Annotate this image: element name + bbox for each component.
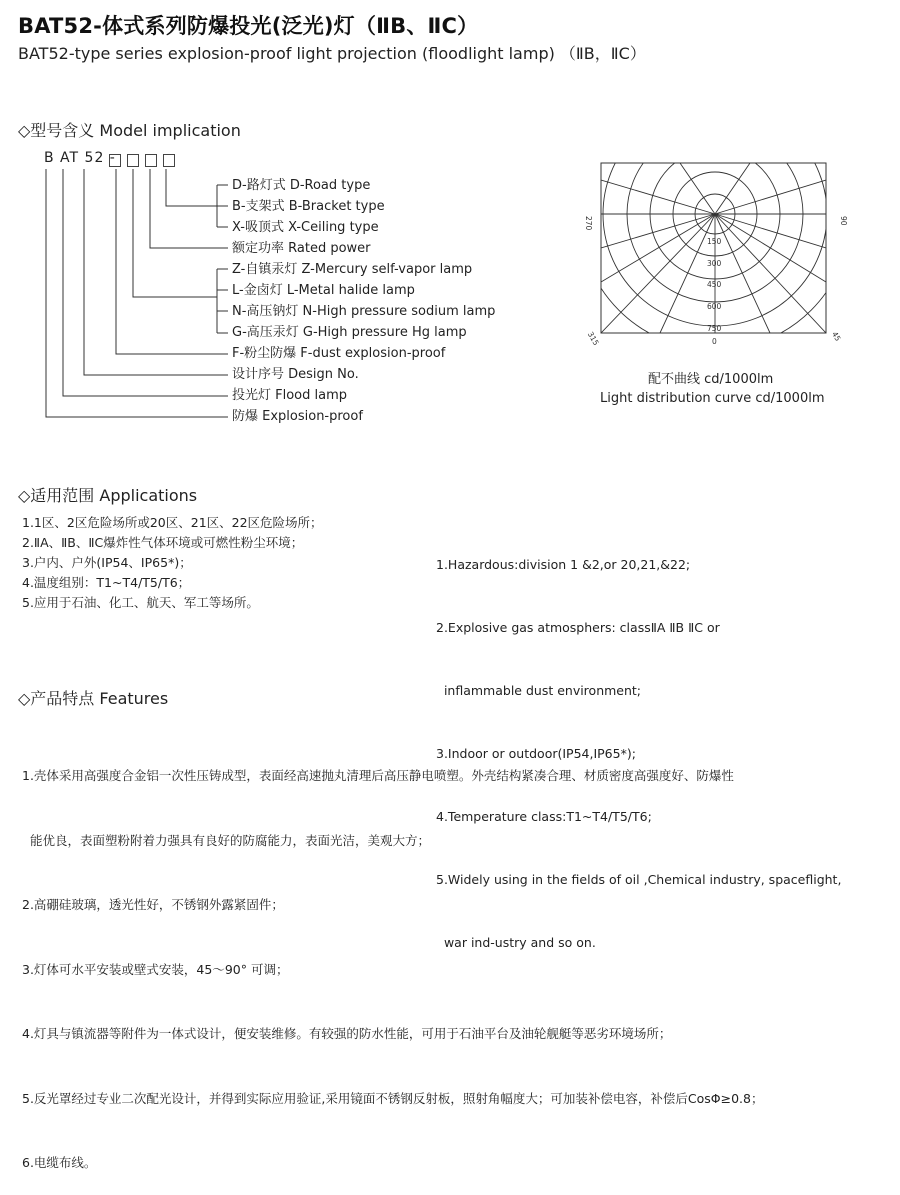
applications-cn-list xyxy=(22,513,323,613)
feature-item: 1.壳体采用高强度合金铝一次性压铸成型，表面经高速抛丸清理后高压静电喷塑。外壳结构紧凑合理、材质密度高强度好、防爆性 xyxy=(22,768,734,783)
applications-heading: ◇适用范围 Applications xyxy=(18,486,198,505)
app-en-item: 1.Hazardous:division 1 &2,or 20,21,&22; xyxy=(436,557,691,572)
model-label-z: Z-自镇汞灯 Z-Mercury self-vapor lamp xyxy=(232,262,473,277)
radial-label-600: 600 xyxy=(707,302,722,311)
model-label-l: L-金卤灯 L-Metal halide lamp xyxy=(232,283,415,298)
app-cn-item: 4.温度组别：T1~T4/T5/T6； xyxy=(22,575,191,590)
model-label-design: 设计序号 Design No. xyxy=(232,367,359,382)
radial-label-750: 750 xyxy=(707,324,722,333)
model-label-f: F-粉尘防爆 F-dust explosion-proof xyxy=(232,346,446,361)
model-label-flood: 投光灯 Flood lamp xyxy=(232,388,348,403)
app-cn-item: 3.户内、户外(IP54、IP65*)； xyxy=(22,555,192,570)
curve-caption-cn: 配不曲线 cd/1000lm xyxy=(648,372,774,387)
radial-label-300: 300 xyxy=(707,259,722,268)
angle-label-90: 90 xyxy=(839,216,848,226)
model-label-power: 额定功率 Rated power xyxy=(232,241,371,256)
model-label-x: X-吸顶式 X-Ceiling type xyxy=(232,220,379,235)
app-en-item: 4.Temperature class:T1~T4/T5/T6; xyxy=(436,809,652,824)
feature-item: 5.反光罩经过专业二次配光设计，并得到实际应用验证,采用镜面不锈钢反射板，照射角幅度大；可加装补偿电容，补偿后CosΦ≥0.8； xyxy=(22,1090,764,1106)
app-cn-item: 2.ⅡA、ⅡB、ⅡC爆炸性气体环境或可燃性粉尘环境； xyxy=(22,535,304,550)
light-distribution-diagram xyxy=(580,160,850,360)
model-heading: ◇型号含义 Model implication xyxy=(18,121,241,140)
app-en-item: 2.Explosive gas atmosphers: classⅡA ⅡB ⅡC or xyxy=(436,620,720,635)
app-en-item: war ind-ustry and so on. xyxy=(436,935,596,950)
features-heading: ◇产品特点 Features xyxy=(18,689,169,708)
radial-label-450: 450 xyxy=(707,280,722,289)
model-label-d: D-路灯式 D-Road type xyxy=(232,178,371,193)
features-list xyxy=(22,722,763,1195)
radial-label-150: 150 xyxy=(707,237,722,246)
model-label-n: N-高压钠灯 N-High pressure sodium lamp xyxy=(232,304,496,319)
model-label-exproof: 防爆 Explosion-proof xyxy=(232,409,363,424)
feature-item: 4.灯具与镇流器等附件为一体式设计，便安装维修。有较强的防水性能，可用于石油平台及油轮舰艇等恶劣环境场所； xyxy=(22,1026,672,1041)
angle-label-315: 315 xyxy=(585,330,601,348)
feature-item: 3.灯体可水平安装或壁式安装，45～90° 可调； xyxy=(22,961,289,977)
feature-item: 能优良，表面塑粉附着力强具有良好的防腐能力，表面光洁，美观大方； xyxy=(22,832,430,848)
angle-label-270: 270 xyxy=(584,216,593,231)
feature-item: 6.电缆布线。 xyxy=(22,1155,97,1170)
model-code: B AT 52 - xyxy=(44,150,116,166)
title-cn: BAT52-体式系列防爆投光(泛光)灯（ⅡB、ⅡC） xyxy=(18,14,479,38)
feature-item: 2.高硼硅玻璃，透光性好，不锈钢外露紧固件； xyxy=(22,897,284,912)
model-label-b: B-支架式 B-Bracket type xyxy=(232,199,385,214)
title-en: BAT52-type series explosion-proof light projection (floodlight lamp) （ⅡB，ⅡC） xyxy=(18,44,646,63)
app-en-item: 3.Indoor or outdoor(IP54,IP65*); xyxy=(436,746,636,761)
angle-label-45: 45 xyxy=(830,330,843,343)
model-label-g: G-高压汞灯 G-High pressure Hg lamp xyxy=(232,325,467,340)
app-en-item: 5.Widely using in the fields of oil ,Chemical industry, spaceflight, xyxy=(436,872,842,887)
angle-label-0: 0 xyxy=(712,337,717,346)
app-cn-item: 5.应用于石油、化工、航天、军工等场所。 xyxy=(22,595,259,610)
app-cn-item: 1.1区、2区危险场所或20区、21区、22区危险场所； xyxy=(22,515,323,530)
model-connector-lines xyxy=(0,0,240,430)
app-en-item: inflammable dust environment; xyxy=(436,683,642,698)
curve-caption-en: Light distribution curve cd/1000lm xyxy=(600,391,825,406)
